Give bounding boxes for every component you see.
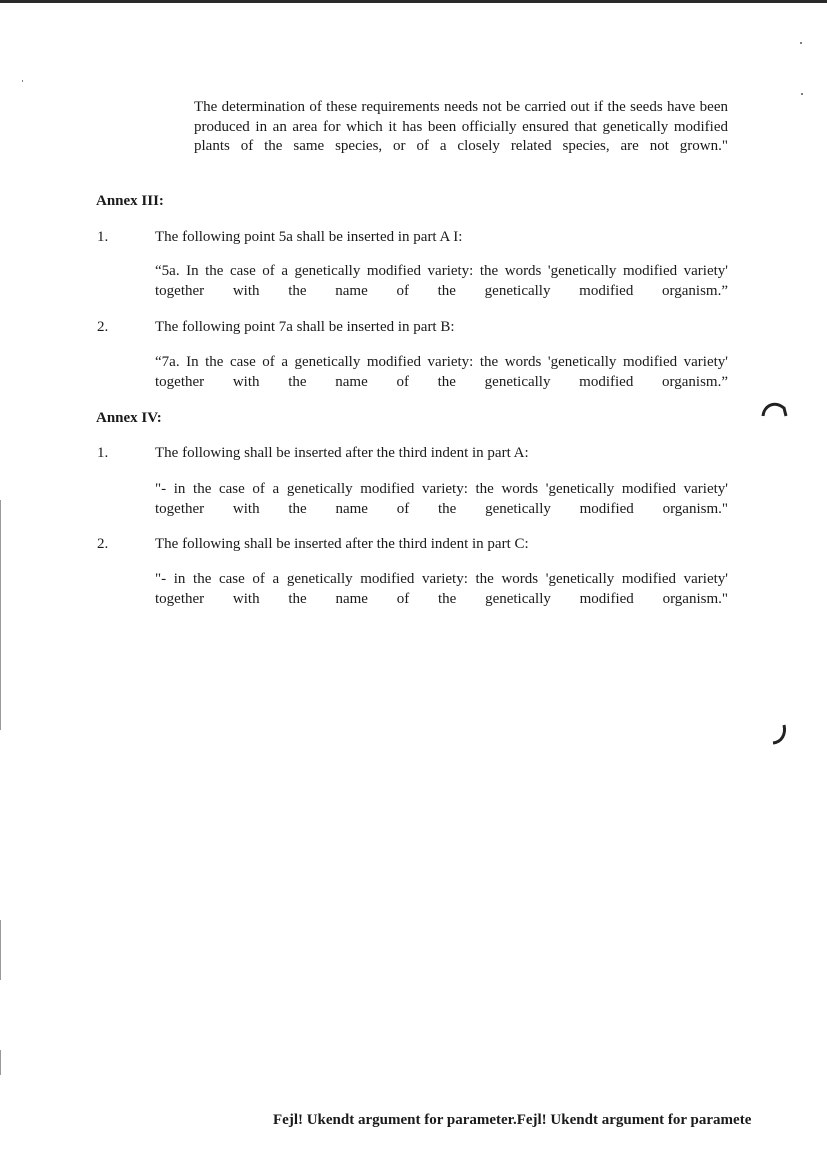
annex-iii-item-1-number: 1. <box>97 229 109 245</box>
intro-paragraph: The determination of these requirements needs not be carried out if the seeds have been produced in an area for which it has been officially ensured that genetically modified plants of the same species, or of a closely related species, are not grown." <box>194 99 728 154</box>
annex-iv-item-1-quote: "- in the case of a genetically modified variety: the words 'genetically modified variety' together with the name of the genetically modified organism." <box>155 481 728 517</box>
annex-iii-item-2-lead: The following point 7a shall be inserted in part B: <box>155 319 455 335</box>
annex-iv-item-1-number: 1. <box>97 445 109 461</box>
scan-speck <box>800 42 802 44</box>
annex-iv-item-2-lead: The following shall be inserted after the third indent in part C: <box>155 536 529 552</box>
page-footer: Fejl! Ukendt argument for parameter.Fejl! Ukendt argument for paramete <box>273 1112 752 1128</box>
annex-iii-item-2-quote: “7a. In the case of a genetically modified variety: the words 'genetically modified variety' together with the name of the genetically modified organism.” <box>155 354 728 390</box>
scan-top-edge <box>0 0 827 3</box>
scan-speck <box>801 93 803 95</box>
annex-iv-item-1-lead: The following shall be inserted after the third indent in part A: <box>155 445 529 461</box>
annex-iv-item-2-number: 2. <box>97 536 109 552</box>
scan-left-edge <box>0 500 1 730</box>
annex-iii-item-2-number: 2. <box>97 319 109 335</box>
annex-iii-item-1-lead: The following point 5a shall be inserted in part A I: <box>155 229 463 245</box>
annex-iv-heading: Annex IV: <box>96 410 162 426</box>
annex-iii-item-1-quote: “5a. In the case of a genetically modified variety: the words 'genetically modified variety' together with the name of the genetically modified organism.” <box>155 263 728 299</box>
punch-hole-mark <box>760 398 790 426</box>
scan-left-edge <box>0 920 1 980</box>
punch-hole-mark <box>768 722 790 748</box>
annex-iv-item-2-quote: "- in the case of a genetically modified variety: the words 'genetically modified variety' together with the name of the genetically modified organism." <box>155 571 728 607</box>
annex-iii-heading: Annex III: <box>96 193 164 209</box>
scan-speck <box>22 80 23 82</box>
scan-left-edge <box>0 1050 1 1075</box>
